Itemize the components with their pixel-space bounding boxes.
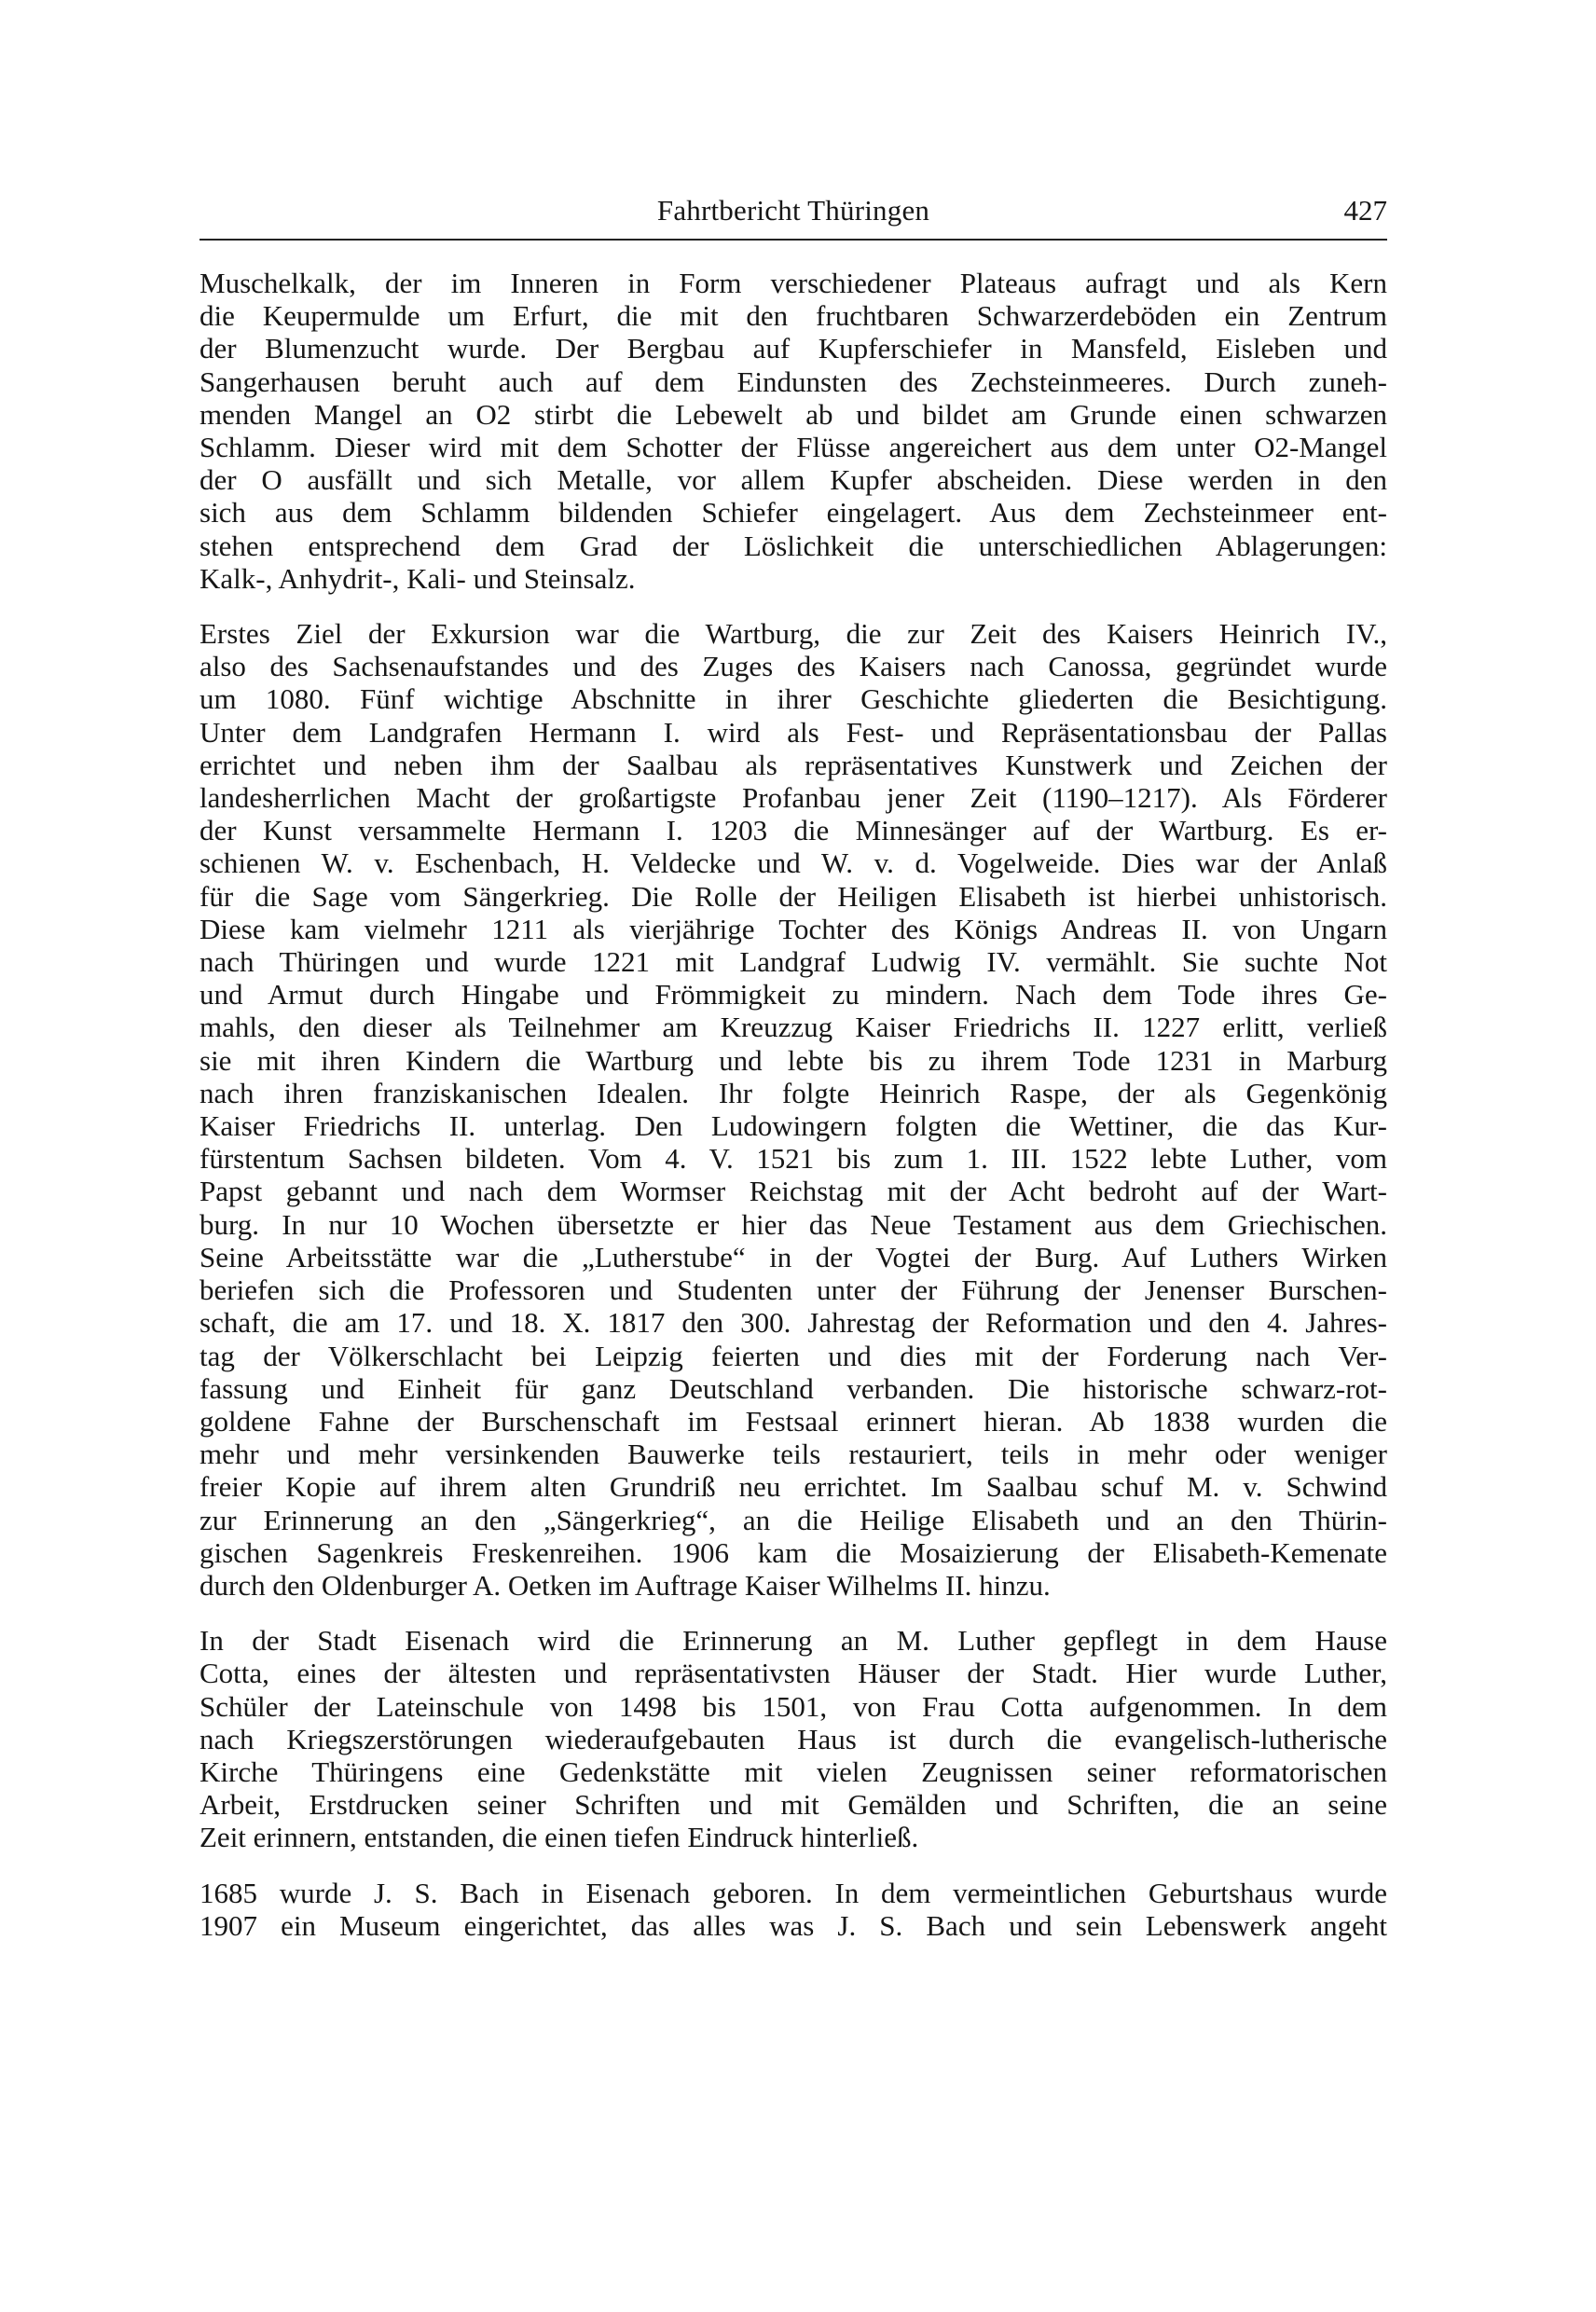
- text-line: goldene Fahne der Burschenschaft im Festsaal erinnert hieran. Ab 1838 wurden die: [200, 1404, 1387, 1438]
- text-line: landesherrlichen Macht der großartigste Profanbau jener Zeit (1190–1217). Als Förderer: [200, 781, 1387, 815]
- running-head: [200, 192, 1387, 233]
- text-line: die Keupermulde um Erfurt, die mit den fruchtbaren Schwarzerdeböden ein Zentrum: [200, 299, 1387, 333]
- text-line: Kirche Thüringens eine Gedenkstätte mit vielen Zeugnissen seiner reformatorischen: [200, 1755, 1387, 1788]
- text-line: Kaiser Friedrichs II. unterlag. Den Ludowingern folgten die Wettiner, die das Kur-: [200, 1109, 1387, 1143]
- text-line: beriefen sich die Professoren und Studenten unter der Führung der Jenenser Burschen-: [200, 1273, 1387, 1307]
- text-line: freier Kopie auf ihrem alten Grundriß neu errichtet. Im Saalbau schuf M. v. Schwind: [200, 1470, 1387, 1504]
- text-line: stehen entsprechend dem Grad der Löslichkeit die unterschiedlichen Ablagerungen:: [200, 529, 1387, 562]
- paragraph: [200, 1624, 1387, 1853]
- text-line: Seine Arbeitsstätte war die „Lutherstube“ in der Vogtei der Burg. Auf Luthers Wirken: [200, 1240, 1387, 1273]
- text-line: Schüler der Lateinschule von 1498 bis 1501, von Frau Cotta aufgenommen. In dem: [200, 1689, 1387, 1723]
- text-line: der O ausfällt und sich Metalle, vor allem Kupfer abscheiden. Diese werden in den: [200, 463, 1387, 497]
- text-line: 1907 ein Museum eingerichtet, das alles was J. S. Bach und sein Lebenswerk angeht: [200, 1908, 1387, 1942]
- text-line: also des Sachsenaufstandes und des Zuges des Kaisers nach Canossa, gegründet wurde: [200, 650, 1387, 683]
- text-line: der Kunst versammelte Hermann I. 1203 die Minnesänger auf der Wartburg. Es er-: [200, 814, 1387, 847]
- text-line: Zeit erinnern, entstanden, die einen tiefen Eindruck hinterließ.: [200, 1821, 919, 1854]
- text-line: sie mit ihren Kindern die Wartburg und lebte bis zu ihrem Tode 1231 in Marburg: [200, 1043, 1387, 1077]
- text-line: 1685 wurde J. S. Bach in Eisenach geboren. In dem vermeintlichen Geburtshaus wurde: [200, 1876, 1387, 1909]
- text-line: In der Stadt Eisenach wird die Erinnerung an M. Luther gepflegt in dem Hause: [200, 1624, 1387, 1658]
- text-line: um 1080. Fünf wichtige Abschnitte in ihrer Geschichte gliederten die Besichtigung.: [200, 682, 1387, 716]
- text-line: fürstentum Sachsen bildeten. Vom 4. V. 1521 bis zum 1. III. 1522 lebte Luther, vom: [200, 1142, 1387, 1176]
- text-line: Muschelkalk, der im Inneren in Form verschiedener Plateaus aufragt und als Kern: [200, 267, 1387, 299]
- text-line: schaft, die am 17. und 18. X. 1817 den 300. Jahrestag der Reformation und den 4. Jahres-: [200, 1306, 1387, 1340]
- text-line: Kalk-, Anhydrit-, Kali- und Steinsalz.: [200, 561, 636, 595]
- text-line: tag der Völkerschlacht bei Leipzig feierten und dies mit der Forderung nach Ver-: [200, 1339, 1387, 1372]
- text-line: für die Sage vom Sängerkrieg. Die Rolle der Heiligen Elisabeth ist hierbei unhistorisch.: [200, 879, 1387, 913]
- body-text: [200, 267, 1387, 1964]
- text-line: zur Erinnerung an den „Sängerkrieg“, an die Heilige Elisabeth und an den Thürin-: [200, 1503, 1387, 1536]
- text-line: sich aus dem Schlamm bildenden Schiefer eingelagert. Aus dem Zechsteinmeer ent-: [200, 496, 1387, 530]
- paragraph: [200, 267, 1387, 595]
- text-line: nach ihren franziskanischen Idealen. Ihr folgte Heinrich Raspe, der als Gegenkönig: [200, 1076, 1387, 1109]
- text-line: Cotta, eines der ältesten und repräsentativsten Häuser der Stadt. Hier wurde Luther,: [200, 1657, 1387, 1690]
- text-line: menden Mangel an O2 stirbt die Lebewelt ab und bildet am Grunde einen schwarzen: [200, 397, 1387, 431]
- text-line: burg. In nur 10 Wochen übersetzte er hier das Neue Testament aus dem Griechischen.: [200, 1207, 1387, 1241]
- page-number: 427: [1343, 194, 1387, 227]
- text-line: schienen W. v. Eschenbach, H. Veldecke und W. v. d. Vogelweide. Dies war der Anlaß: [200, 846, 1387, 880]
- text-line: errichtet und neben ihm der Saalbau als repräsentatives Kunstwerk und Zeichen der: [200, 748, 1387, 781]
- text-line: Sangerhausen beruht auch auf dem Eindunsten des Zechsteinmeeres. Durch zuneh-: [200, 365, 1387, 398]
- text-line: und Armut durch Hingabe und Frömmigkeit zu mindern. Nach dem Tode ihres Ge-: [200, 978, 1387, 1012]
- text-line: Erstes Ziel der Exkursion war die Wartburg, die zur Zeit des Kaisers Heinrich IV.,: [200, 617, 1387, 651]
- paragraph: [200, 1877, 1387, 1942]
- text-line: gischen Sagenkreis Freskenreihen. 1906 kam die Mosaizierung der Elisabeth-Kemenate: [200, 1535, 1387, 1569]
- text-line: nach Thüringen und wurde 1221 mit Landgraf Ludwig IV. vermählt. Sie suchte Not: [200, 945, 1387, 979]
- paragraph: [200, 617, 1387, 1602]
- text-line: fassung und Einheit für ganz Deutschland verbanden. Die historische schwarz-rot-: [200, 1371, 1387, 1405]
- text-line: der Blumenzucht wurde. Der Bergbau auf Kupferschiefer in Mansfeld, Eisleben und: [200, 332, 1387, 365]
- text-line: Unter dem Landgrafen Hermann I. wird als Fest- und Repräsentationsbau der Pallas: [200, 715, 1387, 749]
- text-line: mehr und mehr versinkenden Bauwerke teils restauriert, teils in mehr oder weniger: [200, 1438, 1387, 1471]
- header-rule: [200, 239, 1387, 241]
- text-line: Diese kam vielmehr 1211 als vierjährige Tochter des Königs Andreas II. von Ungarn: [200, 912, 1387, 945]
- text-line: mahls, den dieser als Teilnehmer am Kreuzzug Kaiser Friedrichs II. 1227 erlitt, verließ: [200, 1011, 1387, 1044]
- text-line: Arbeit, Erstdrucken seiner Schriften und mit Gemälden und Schriften, die an seine: [200, 1788, 1387, 1822]
- text-line: Papst gebannt und nach dem Wormser Reichstag mit der Acht bedroht auf der Wart-: [200, 1175, 1387, 1208]
- text-line: durch den Oldenburger A. Oetken im Auftrage Kaiser Wilhelms II. hinzu.: [200, 1568, 1051, 1602]
- text-line: Schlamm. Dieser wird mit dem Schotter der Flüsse angereichert aus dem unter O2-Mangel: [200, 431, 1387, 464]
- running-title: Fahrtbericht Thüringen: [656, 194, 930, 227]
- text-line: nach Kriegszerstörungen wiederaufgebauten Haus ist durch die evangelisch-lutherische: [200, 1722, 1387, 1755]
